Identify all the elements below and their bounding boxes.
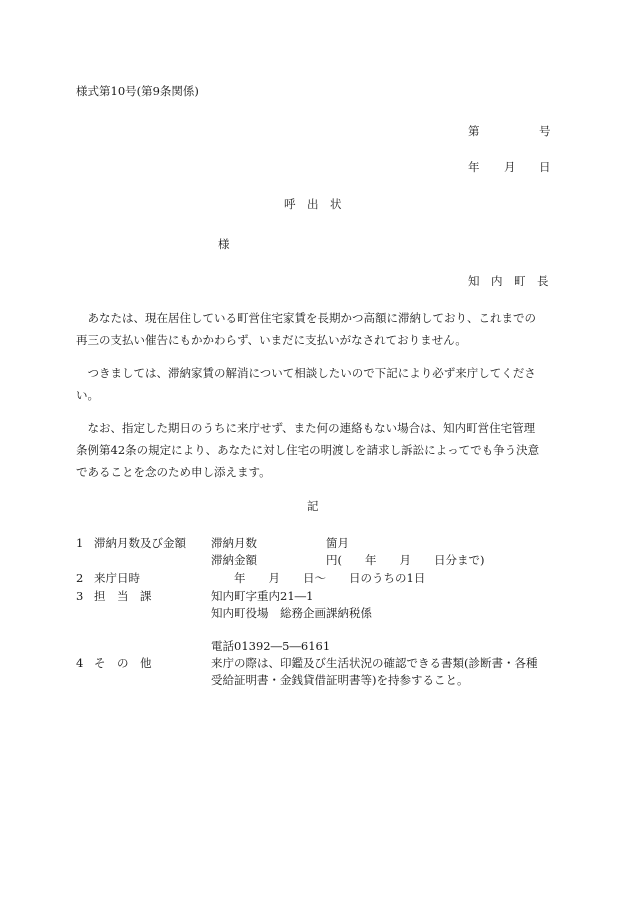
date-day: 日 [539,160,551,174]
form-number: 様式第10号(第9条関係) [76,84,199,98]
paragraph-3 [76,417,554,483]
item-value-line: 来庁の際は、印鑑及び生活状況の確認できる書類(診断書・各種 [211,656,538,670]
item-value: 年 月 日～ 日のうちの1日 [211,571,426,585]
item-number: 4 [76,656,84,670]
paragraph-line: なお、指定した期日のうちに来庁せず、また何の連絡もない場合は、知内町営住宅管理 [76,421,536,435]
page-title: 呼 出 状 [284,197,342,211]
item-value [211,588,372,655]
addressee: 様 [218,237,230,251]
item-value-line: 知内町役場 総務企画課納税係 [211,606,372,620]
item-value [211,535,484,569]
paragraph-line: 再三の支払い催告にもかかわらず、いまだに支払いがなされておりません。 [76,333,467,347]
ki-heading: 記 [307,499,319,513]
document-number [468,123,551,141]
item-label: 来庁日時 [94,571,140,585]
paragraph-line: つきましては、滞納家賃の解消について相談したいので下記により必ず来庁してくださ [76,366,536,380]
date-year: 年 [468,160,480,174]
paragraph-2 [76,362,554,406]
document-number-prefix: 第 [468,124,480,138]
item-label: 担 当 課 [94,589,152,603]
item-label: 滞納月数及び金額 [94,536,186,550]
paragraph-1 [76,307,554,351]
item-value-line: 受給証明書・金銭貸借証明書等)を持参すること。 [211,673,469,687]
item-label: そ の 他 [94,656,152,670]
document-number-suffix: 号 [539,124,551,138]
paragraph-line: あなたは、現在居住している町営住宅家賃を長期かつ高額に滞納しており、これまでの [76,311,536,325]
paragraph-line: であることを念のため申し添えます。 [76,465,271,479]
item-value-line: 知内町字重内21―1 [211,589,314,603]
item-number: 3 [76,589,84,603]
item-value [211,655,554,689]
item-value-line: 滞納月数 箇月 [211,536,349,550]
paragraph-line: い。 [76,388,99,402]
item-value-line: 滞納金額 円( 年 月 日分まで) [211,553,485,567]
paragraph-line: 条例第42条の規定により、あなたに対し住宅の明渡しを請求し訴訟によってでも争う決意 [76,443,540,457]
item-number: 2 [76,571,84,585]
date-month: 月 [504,160,516,174]
issuer: 知 内 町 長 [468,274,549,288]
item-number: 1 [76,536,84,550]
item-value-line: 電話01392―5―6161 [211,639,331,653]
